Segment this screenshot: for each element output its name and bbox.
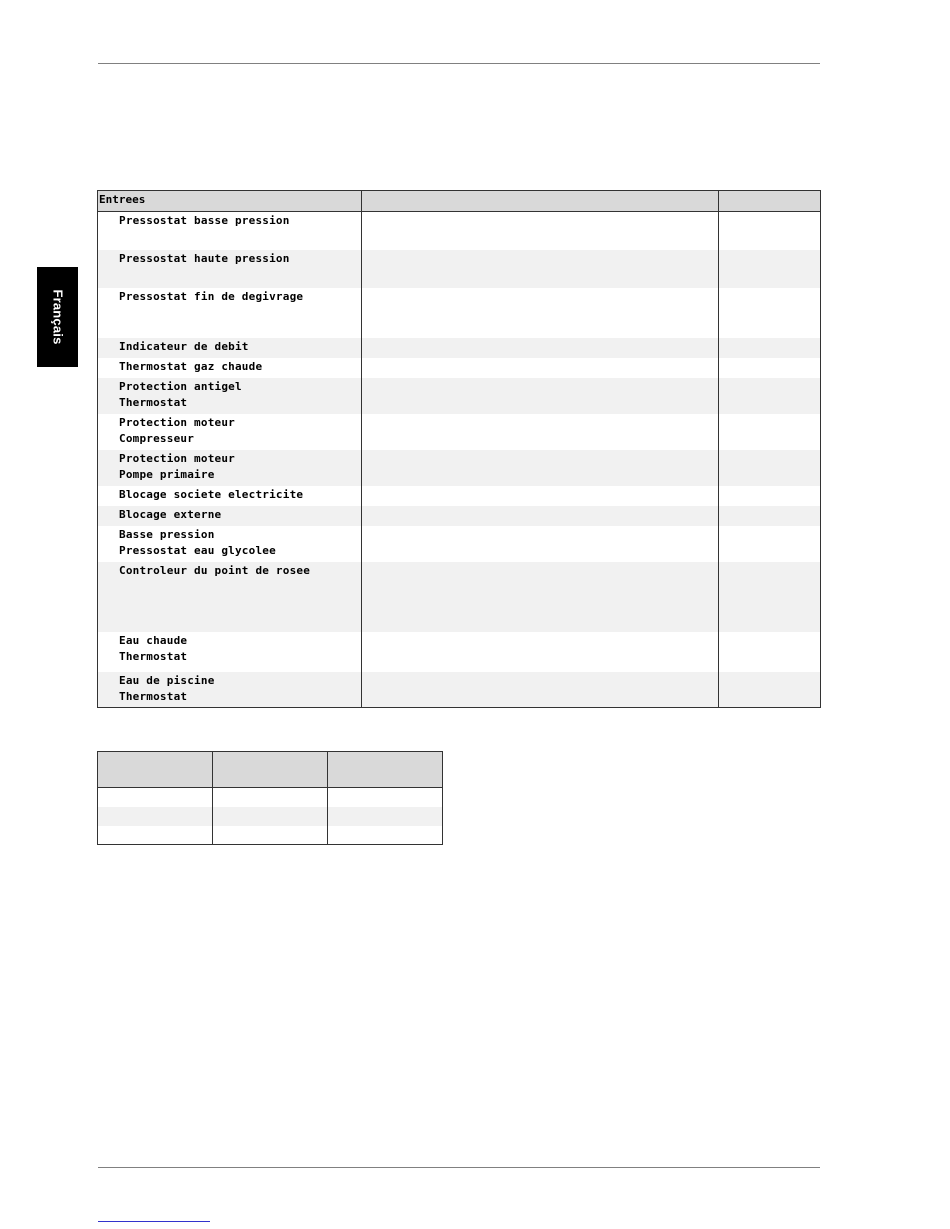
table-row [98, 788, 442, 807]
row-label: Pressostat haute pression [119, 252, 290, 265]
table-row [98, 288, 820, 338]
row-label: Blocage externe [119, 508, 222, 521]
row-label: Eau chaude Thermostat [119, 634, 188, 663]
footer-rule [98, 1167, 820, 1168]
table-row [98, 250, 820, 288]
row-label: Pressostat fin de degivrage [119, 290, 304, 303]
inputs-header-col1: Entrees [99, 193, 146, 206]
table-row [98, 378, 820, 414]
inputs-table-header [98, 191, 820, 212]
column-divider [718, 191, 719, 707]
table-row [98, 338, 820, 358]
language-tab [37, 267, 78, 367]
table-row [98, 526, 820, 562]
table-row [98, 358, 820, 378]
table-row [98, 414, 820, 450]
small-table-header [98, 752, 442, 788]
table-row [98, 632, 820, 672]
table-row [98, 562, 820, 632]
row-label: Protection moteur Pompe primaire [119, 452, 235, 481]
row-label: Controleur du point de rosee [119, 564, 311, 577]
row-label: Protection antigel Thermostat [119, 380, 242, 409]
inputs-table [97, 190, 821, 708]
row-label: Eau de piscine Thermostat [119, 674, 215, 703]
row-label: Blocage societe electricite [119, 488, 304, 501]
table-row [98, 212, 820, 250]
row-label: Basse pression Pressostat eau glycolee [119, 528, 276, 557]
row-label: Pressostat basse pression [119, 214, 290, 227]
table-row [98, 486, 820, 506]
table-row [98, 506, 820, 526]
table-row [98, 826, 442, 845]
row-label: Protection moteur Compresseur [119, 416, 235, 445]
row-label: Indicateur de debit [119, 340, 249, 353]
language-tab-label: Français [50, 289, 65, 345]
footer-link-underline[interactable] [98, 1221, 210, 1222]
table-row [98, 450, 820, 486]
small-table [97, 751, 443, 845]
table-row [98, 807, 442, 826]
column-divider [327, 752, 328, 844]
row-label: Thermostat gaz chaude [119, 360, 263, 373]
table-row [98, 672, 820, 707]
header-rule [98, 63, 820, 64]
column-divider [361, 191, 362, 707]
column-divider [212, 752, 213, 844]
